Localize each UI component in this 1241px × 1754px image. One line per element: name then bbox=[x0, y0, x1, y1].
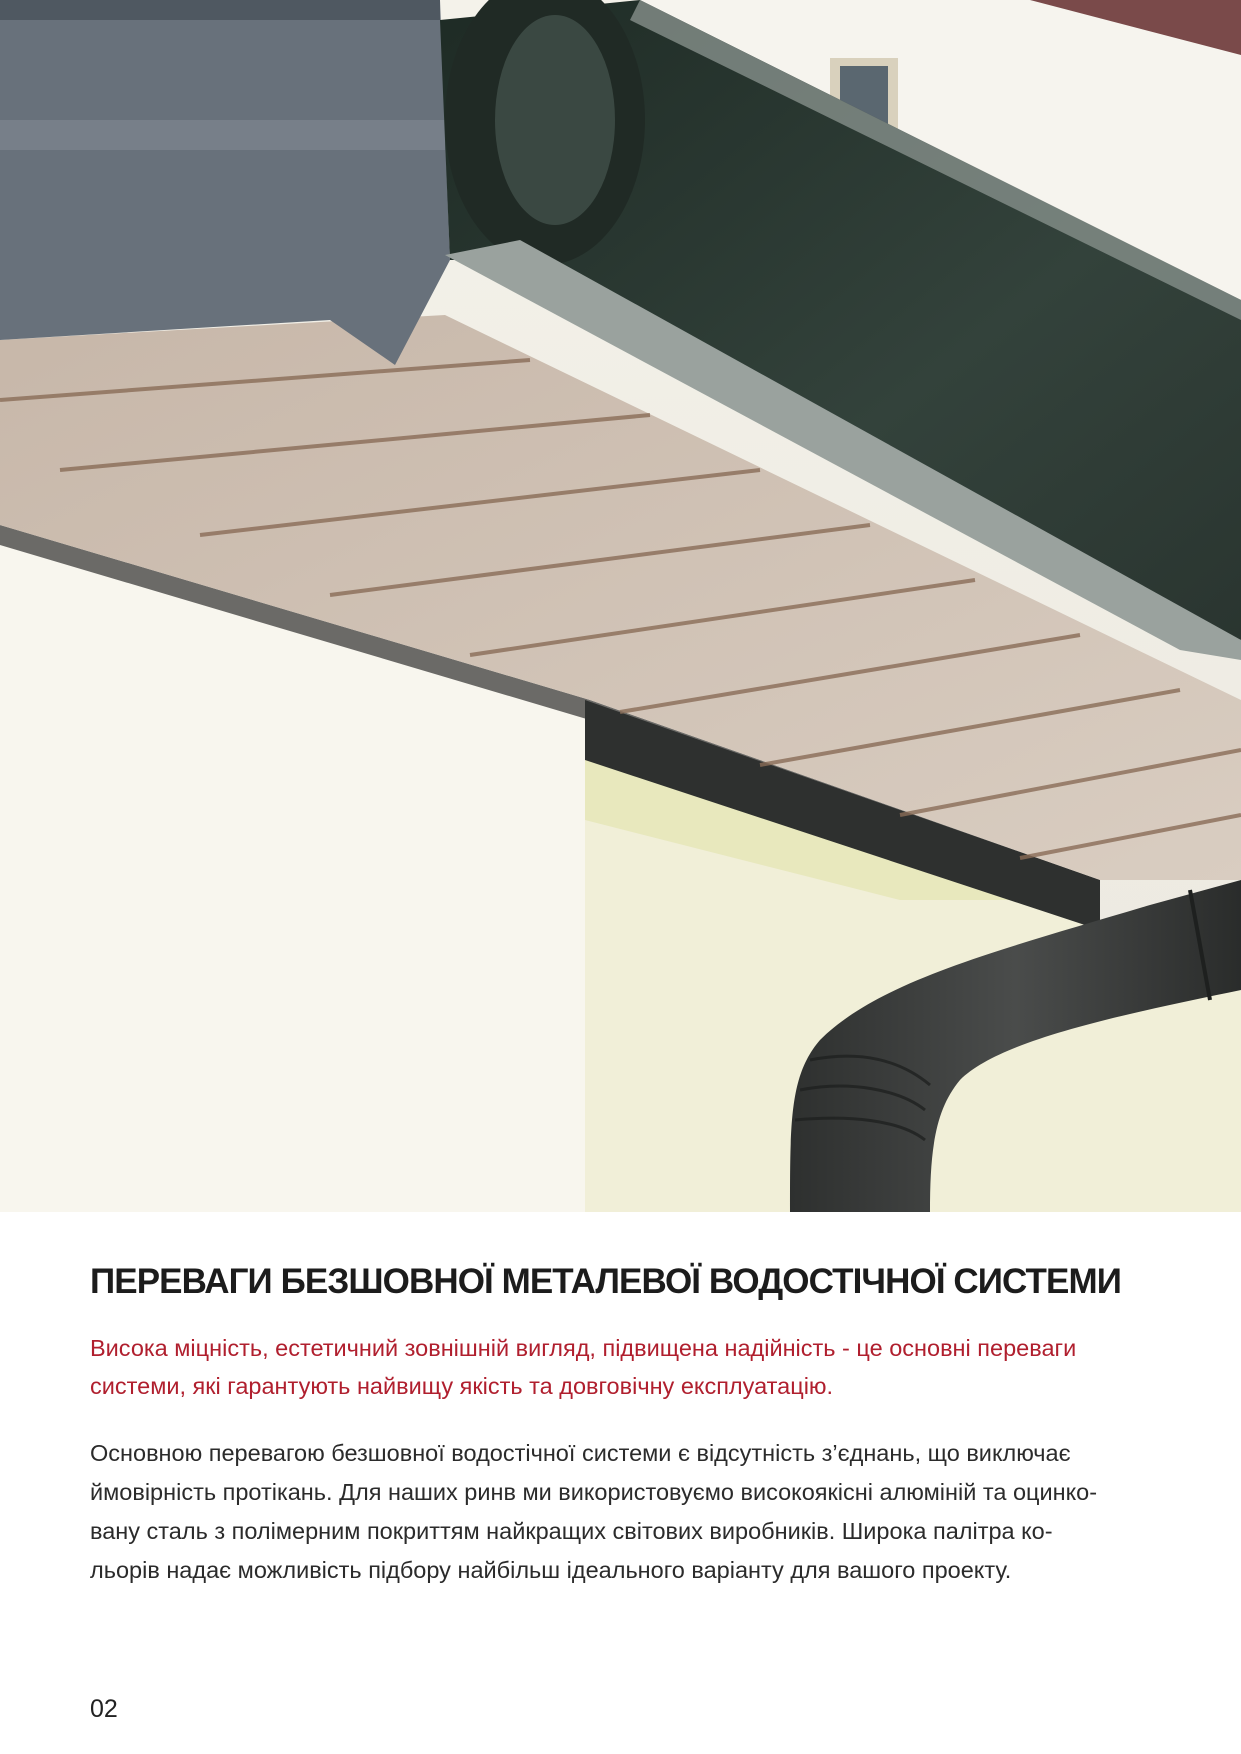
section-title: ПЕРЕВАГИ БЕЗШОВНОЇ МЕТАЛЕВОЇ ВОДОСТІЧНОЇ СИСТЕМИ bbox=[90, 1262, 1121, 1301]
body-line: льорів надає можливість підбору найбільш ідеального варіанту для вашого проекту. bbox=[90, 1557, 1012, 1583]
lead-paragraph: Висока міцність, естетичний зовнішній вигляд, підвищена надійність - це основні переваги системи, які гарантують найвищу якість та довговічну експлуатацію. bbox=[90, 1335, 1077, 1399]
page-number: 02 bbox=[90, 1695, 118, 1723]
body-line: ймовірність протікань. Для наших ринв ми використовуємо високоякісні алюміній та оцинко- bbox=[90, 1479, 1098, 1505]
body-paragraph bbox=[90, 1434, 1150, 1590]
body-line: вану сталь з полімерним покриттям найкращих світових виробників. Широка палітра ко- bbox=[90, 1518, 1053, 1544]
body-line: Основною перевагою безшовної водостічної системи є відсутність з’єднань, що виключає bbox=[90, 1440, 1071, 1466]
